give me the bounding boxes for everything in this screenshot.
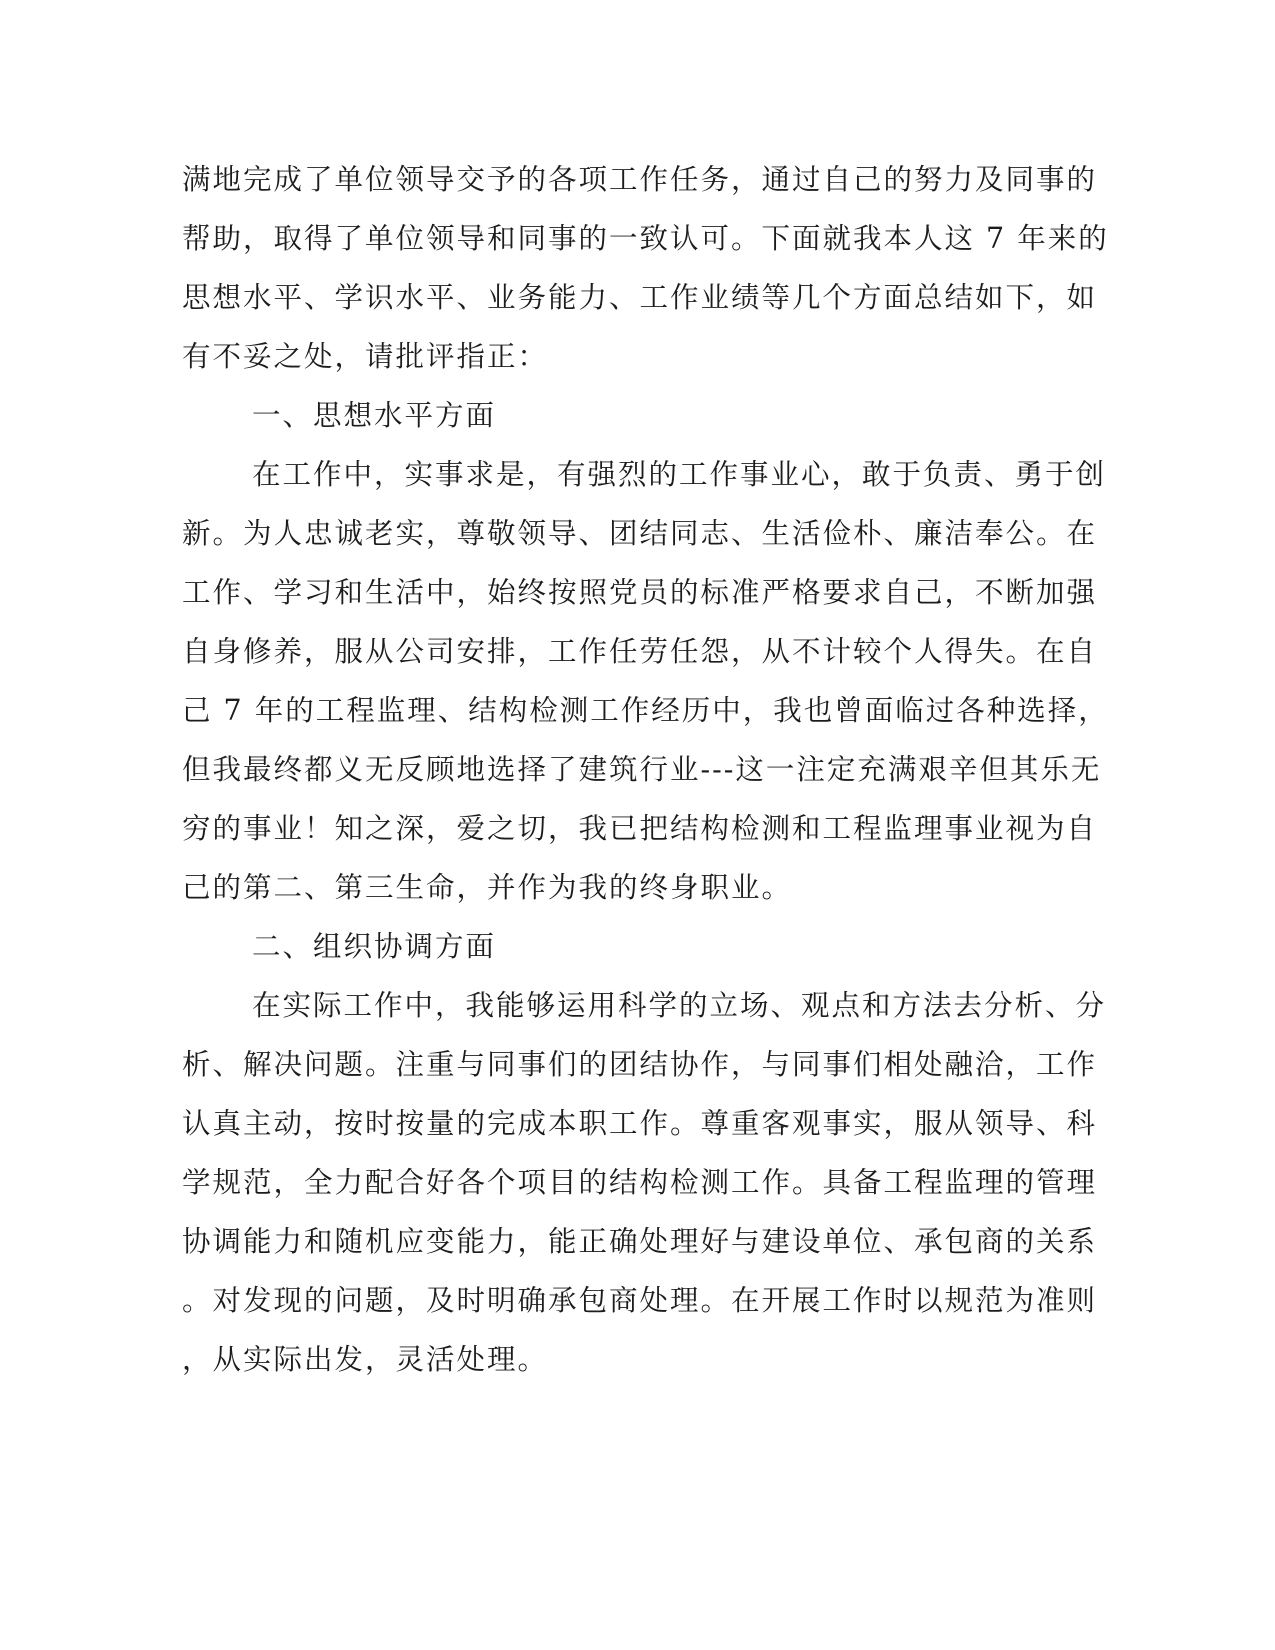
section-heading: 二、组织协调方面 — [252, 930, 497, 963]
text-line: 新。为人忠诚老实，尊敬领导、团结同志、生活俭朴、廉洁奉公。在 — [182, 517, 1098, 550]
text-line: 但我最终都义无反顾地选择了建筑行业---这一注定充满艰辛但其乐无 — [182, 753, 1102, 786]
text-line: 。对发现的问题，及时明确承包商处理。在开展工作时以规范为准则 — [182, 1284, 1098, 1317]
text-line: 协调能力和随机应变能力，能正确处理好与建设单位、承包商的关系 — [182, 1225, 1098, 1258]
text-line: 穷的事业！知之深，爱之切，我已把结构检测和工程监理事业视为自 — [182, 812, 1098, 845]
section-heading: 一、思想水平方面 — [252, 399, 497, 432]
text-line: 析、解决问题。注重与同事们的团结协作，与同事们相处融洽，工作 — [182, 1048, 1098, 1081]
text-line: 有不妥之处，请批评指正： — [182, 340, 549, 373]
text-line: 己 7 年的工程监理、结构检测工作经历中，我也曾面临过各种选择， — [182, 694, 1109, 727]
text-line: 在工作中，实事求是，有强烈的工作事业心，敢于负责、勇于创 — [252, 458, 1107, 491]
text-line: 帮助，取得了单位领导和同事的一致认可。下面就我本人这 7 年来的 — [182, 222, 1109, 255]
text-line: 思想水平、学识水平、业务能力、工作业绩等几个方面总结如下，如 — [182, 281, 1098, 314]
text-line: 自身修养，服从公司安排，工作任劳任怨，从不计较个人得失。在自 — [182, 635, 1098, 668]
text-line: 认真主动，按时按量的完成本职工作。尊重客观事实，服从领导、科 — [182, 1107, 1098, 1140]
text-line: 学规范，全力配合好各个项目的结构检测工作。具备工程监理的管理 — [182, 1166, 1098, 1199]
text-line: 在实际工作中，我能够运用科学的立场、观点和方法去分析、分 — [252, 989, 1107, 1022]
text-line: 满地完成了单位领导交予的各项工作任务，通过自己的努力及同事的 — [182, 163, 1098, 196]
text-line: 己的第二、第三生命，并作为我的终身职业。 — [182, 871, 793, 904]
text-line: ，从实际出发，灵活处理。 — [182, 1343, 549, 1376]
text-line: 工作、学习和生活中，始终按照党员的标准严格要求自己，不断加强 — [182, 576, 1098, 609]
